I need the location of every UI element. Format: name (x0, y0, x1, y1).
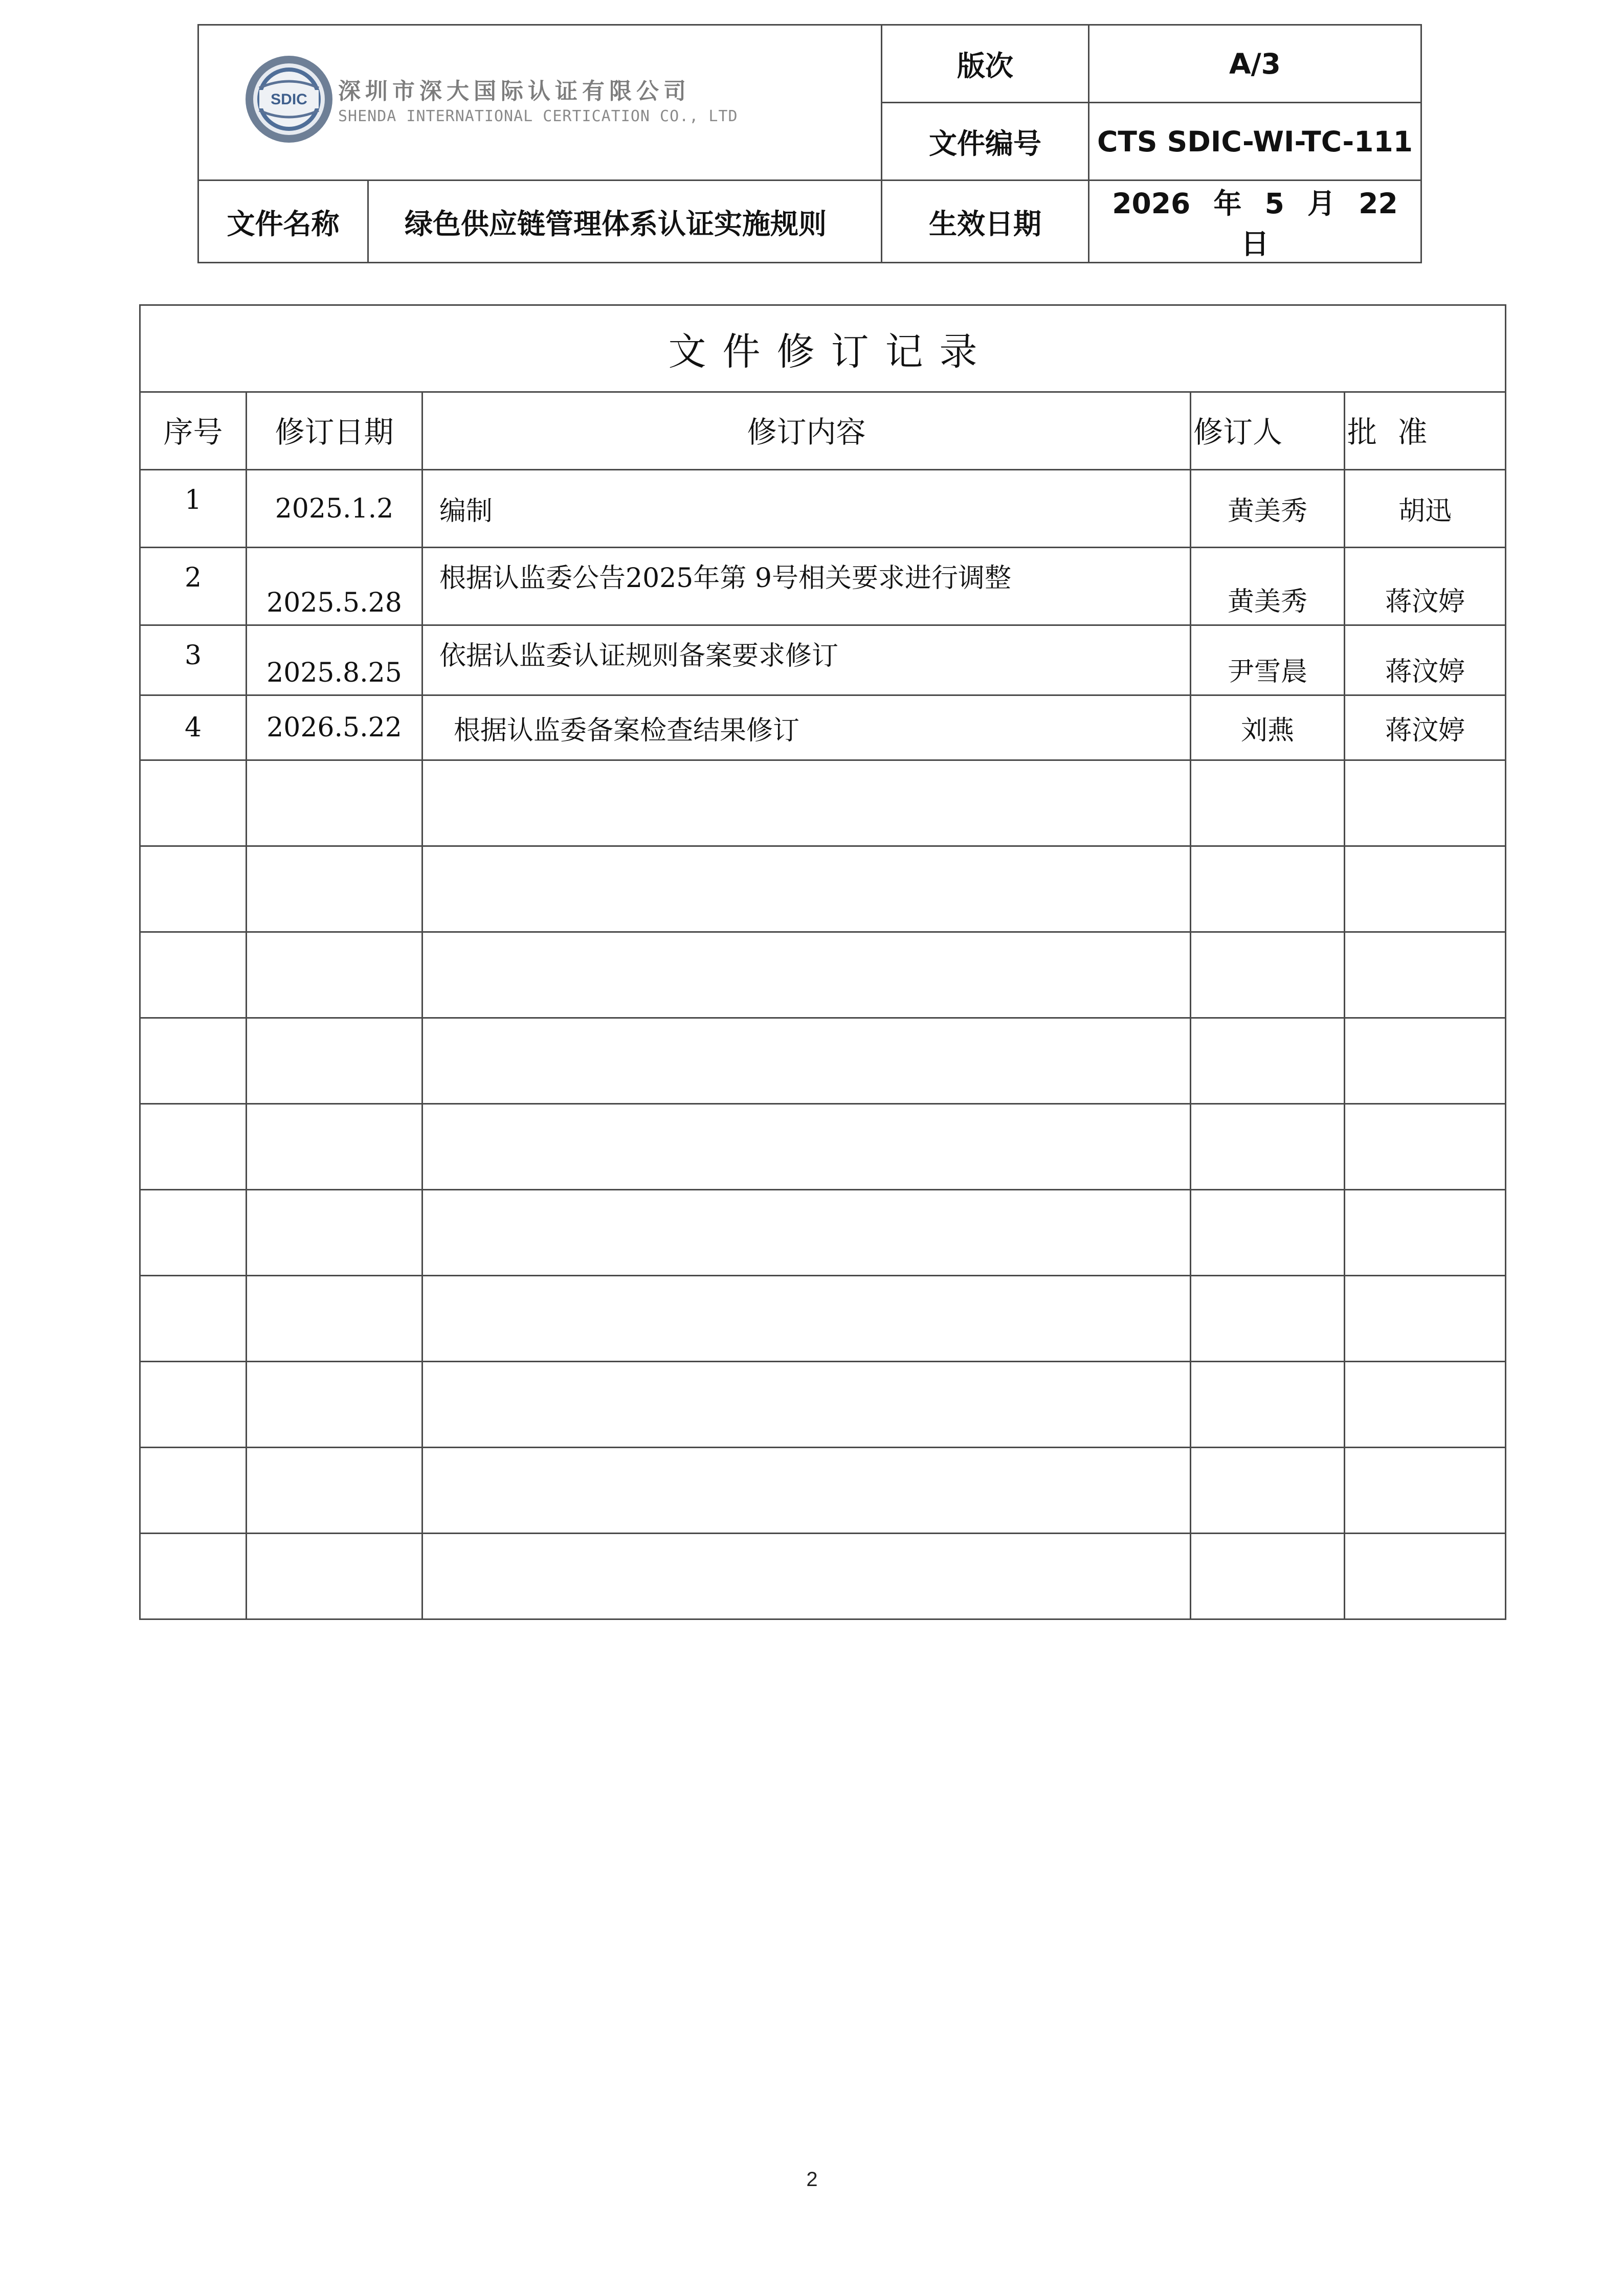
cell-content: 依据认监委认证规则备案要求修订 (422, 625, 1191, 695)
empty-row (140, 846, 1506, 932)
doc-name-value: 绿色供应链管理体系认证实施规则 (368, 181, 882, 263)
cell-approver: 蒋汶婷 (1345, 548, 1506, 625)
cell-date: 2025.5.28 (247, 548, 422, 625)
version-value: A/3 (1089, 25, 1421, 103)
cell-content: 编制 (422, 470, 1191, 548)
empty-row (140, 1104, 1506, 1190)
cell-seq: 3 (140, 625, 247, 695)
logo-text: SDIC (271, 91, 307, 108)
col-header-date: 修订日期 (247, 392, 422, 470)
table-row (140, 625, 1506, 695)
empty-row (140, 1276, 1506, 1362)
col-header-approver: 批 准 (1345, 392, 1506, 470)
empty-row (140, 1018, 1506, 1104)
empty-row (140, 932, 1506, 1018)
page-number: 2 (806, 2168, 818, 2191)
cell-reviser: 黄美秀 (1191, 470, 1345, 548)
cell-seq: 2 (140, 548, 247, 625)
cell-date: 2025.1.2 (247, 470, 422, 548)
cell-reviser: 刘燕 (1191, 695, 1345, 760)
cell-approver: 蒋汶婷 (1345, 625, 1506, 695)
table-row (140, 695, 1506, 760)
document-header (197, 24, 1422, 263)
empty-row (140, 760, 1506, 846)
revision-table-title: 文件修订记录 (140, 305, 1506, 392)
company-name-cn: 深圳市深大国际认证有限公司 (338, 78, 691, 104)
table-row (140, 548, 1506, 625)
cell-approver: 蒋汶婷 (1345, 695, 1506, 760)
doc-no-value: CTS SDIC-WI-TC-111 (1089, 103, 1421, 181)
version-label: 版次 (882, 25, 1089, 103)
effective-date-label: 生效日期 (882, 181, 1089, 263)
cell-content: 根据认监委备案检查结果修订 (422, 695, 1191, 760)
cell-date: 2026.5.22 (247, 695, 422, 760)
col-header-reviser: 修订人 (1191, 392, 1345, 470)
doc-name-label: 文件名称 (198, 181, 368, 263)
effective-date-value: 2026 年 5 月 22 日 (1089, 181, 1421, 263)
cell-approver: 胡迅 (1345, 470, 1506, 548)
cell-reviser: 尹雪晨 (1191, 625, 1345, 695)
empty-row (140, 1448, 1506, 1534)
revision-record-table (139, 304, 1506, 1620)
col-header-content: 修订内容 (422, 392, 1191, 470)
empty-row (140, 1362, 1506, 1448)
doc-no-label: 文件编号 (882, 103, 1089, 181)
cell-seq: 4 (140, 695, 247, 760)
cell-seq: 1 (140, 470, 247, 548)
company-block (198, 25, 882, 181)
empty-row (140, 1534, 1506, 1619)
empty-row (140, 1190, 1506, 1276)
company-logo (244, 54, 334, 144)
cell-reviser: 黄美秀 (1191, 548, 1345, 625)
cell-content: 根据认监委公告2025年第 9号相关要求进行调整 (422, 548, 1191, 625)
company-name-en: SHENDA INTERNATIONAL CERTICATION CO., LTD (338, 107, 738, 125)
col-header-seq: 序号 (140, 392, 247, 470)
cell-date: 2025.8.25 (247, 625, 422, 695)
table-row (140, 470, 1506, 548)
